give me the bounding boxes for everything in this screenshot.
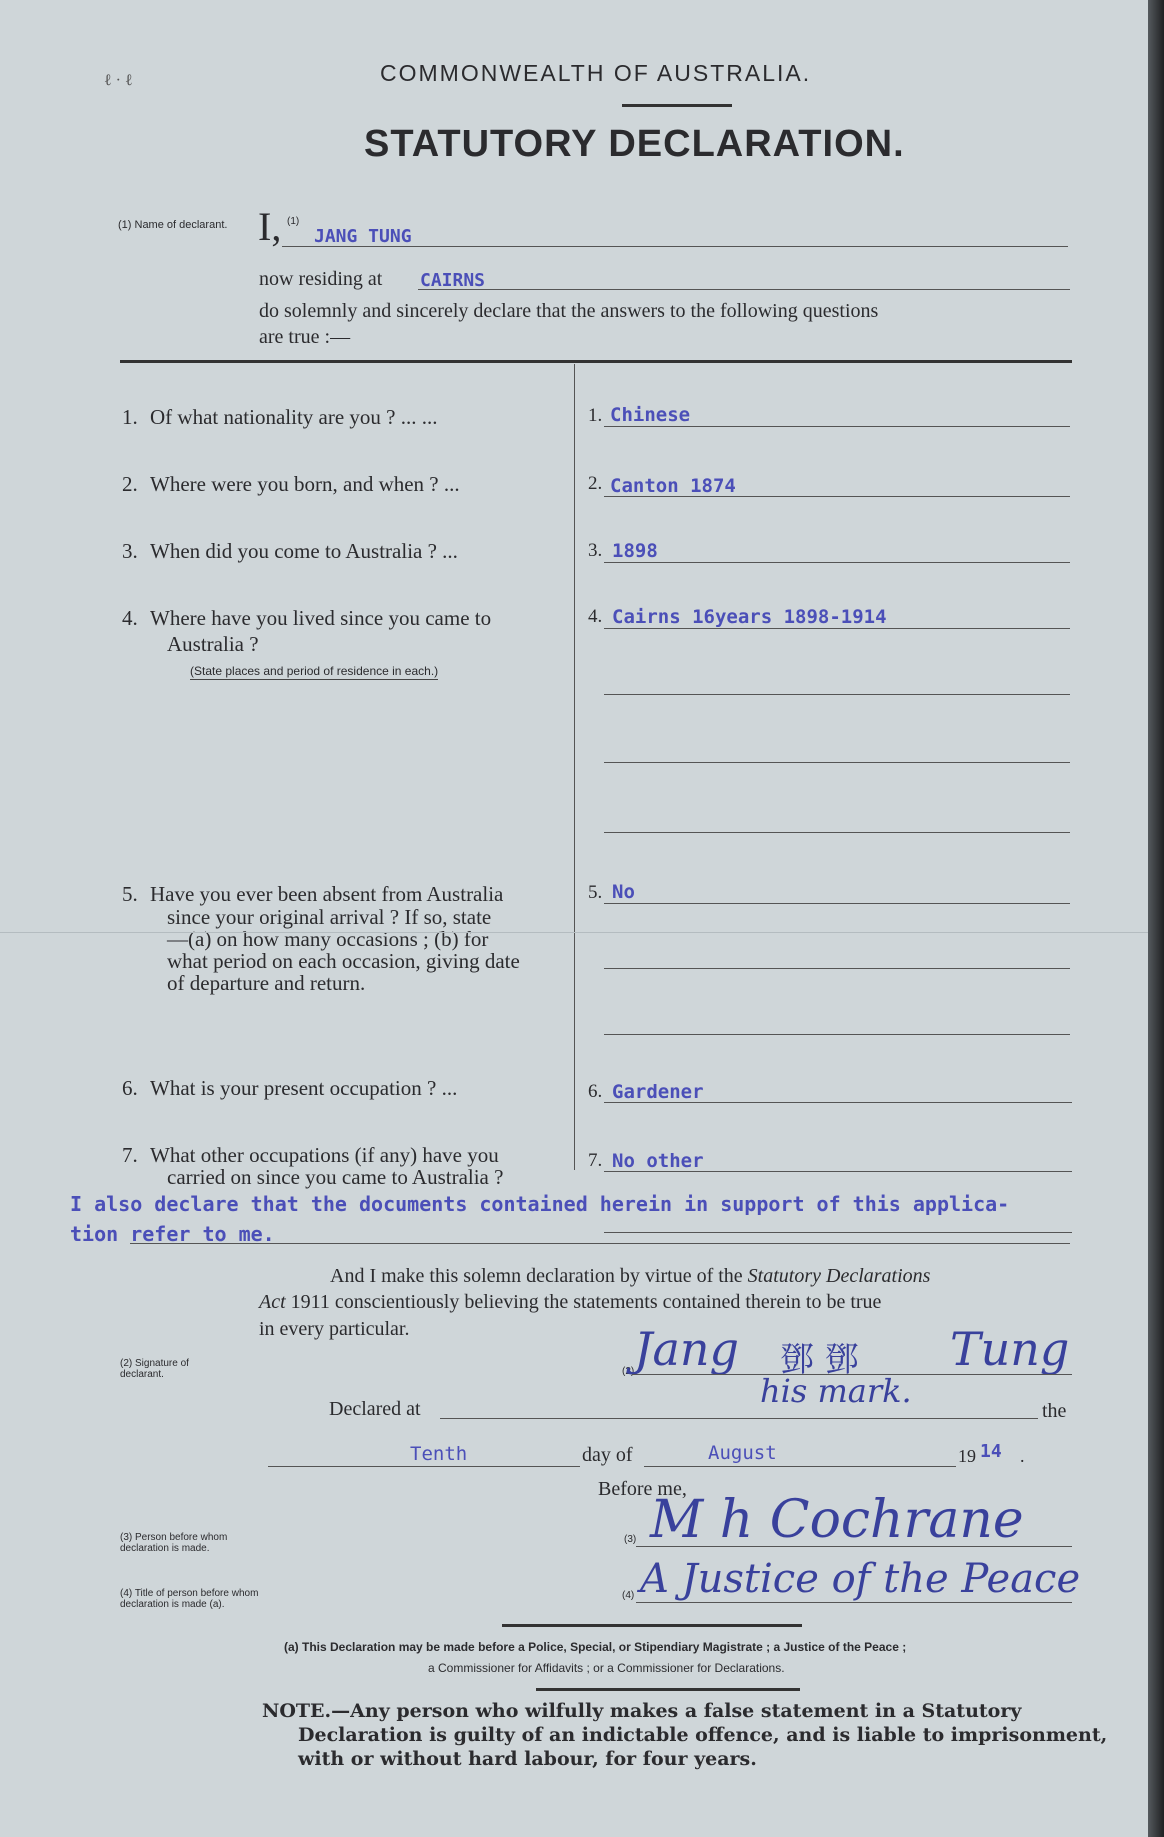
ref-mark-4: (4) — [622, 1590, 635, 1601]
question-6-number: 6. — [122, 1076, 138, 1100]
answer-4-line-3 — [604, 762, 1070, 763]
solemn-line-2-text: 1911 conscientiously believing the statements contained therein to be true — [290, 1291, 882, 1313]
question-2-text: Where were you born, and when ? ... — [150, 472, 460, 496]
ref-mark-2: (2) — [622, 1366, 635, 1377]
name-line — [282, 246, 1068, 247]
typed-addition-line-1: I also declare that the documents contained herein in support of this applica- — [70, 1192, 1010, 1216]
ref-mark-3: (3) — [624, 1534, 637, 1545]
answer-3-number: 3. — [588, 540, 603, 561]
question-5-number: 5. — [122, 882, 138, 906]
answer-4-number: 4. — [588, 606, 603, 627]
question-7-number: 7. — [122, 1143, 138, 1167]
intro-line-2: are true :— — [259, 326, 351, 348]
answer-7-number: 7. — [588, 1150, 603, 1171]
question-5-text-line-5: of departure and return. — [167, 971, 366, 995]
binding-edge — [1148, 0, 1164, 1837]
answer-2-number: 2. — [588, 473, 603, 494]
question-5-text-line-3: —(a) on how many occasions ; (b) for — [167, 927, 489, 951]
footnote-line-1: (a) This Declaration may be made before a Police, Special, or Stipendiary Magistrate ; a Justice of the Peace ; — [284, 1640, 907, 1654]
title-margin-label: (4) Title of person before whom declaration is made (a). — [120, 1588, 259, 1610]
header-rule — [622, 104, 732, 107]
signature-margin-label: (2) Signature of declarant. — [120, 1358, 189, 1380]
month-value: August — [708, 1442, 777, 1464]
ref-mark-1: (1) — [287, 216, 300, 227]
answer-4-line-1 — [604, 628, 1070, 629]
name-margin-label: (1) Name of declarant. — [118, 219, 228, 231]
act-word: Act — [259, 1291, 286, 1313]
note-line-2: Declaration is guilty of an indictable offence, and is liable to imprisonment, — [298, 1724, 1108, 1746]
note-rule — [536, 1688, 800, 1691]
answer-2-line — [604, 496, 1070, 497]
declarant-pronoun: I, — [258, 204, 282, 249]
residence-value: CAIRNS — [420, 270, 486, 291]
year-prefix: 19 — [958, 1446, 976, 1466]
document-title: STATUTORY DECLARATION. — [364, 123, 905, 165]
before-me-label: Before me, — [598, 1478, 687, 1500]
declarant-name-value: JANG TUNG — [314, 226, 412, 247]
question-1-text: Of what nationality are you ? ... ... — [150, 405, 438, 429]
question-4-note: (State places and period of residence in each.) — [190, 664, 439, 678]
year-suffix: 14 — [980, 1441, 1002, 1462]
typed-addition-underline-1 — [604, 1232, 1072, 1233]
residence-line — [418, 289, 1070, 290]
answer-3-value: 1898 — [612, 540, 658, 562]
answer-1-value: Chinese — [610, 404, 691, 426]
answer-2-value: Canton 1874 — [610, 475, 736, 497]
question-3-number: 3. — [122, 539, 138, 563]
country-heading: COMMONWEALTH OF AUSTRALIA. — [380, 60, 812, 86]
answer-6-number: 6. — [588, 1081, 603, 1102]
declared-at-label: Declared at — [329, 1398, 421, 1420]
month-line — [644, 1466, 956, 1467]
justice-signature-line — [636, 1546, 1072, 1547]
question-6-text: What is your present occupation ? ... — [150, 1076, 458, 1100]
answer-4-value: Cairns 16years 1898-1914 — [612, 606, 887, 628]
question-2-number: 2. — [122, 472, 138, 496]
note-line-3: with or without hard labour, for four years. — [298, 1748, 757, 1770]
day-line — [268, 1466, 580, 1467]
declared-at-line — [440, 1418, 1038, 1419]
answer-7-value: No other — [612, 1150, 704, 1172]
question-4-text-line-1: Where have you lived since you came to — [150, 606, 492, 630]
answer-1-number: 1. — [588, 405, 603, 426]
answer-3-line — [604, 562, 1070, 563]
typed-addition-line-2: tion refer to me. — [70, 1222, 275, 1246]
answer-6-line — [604, 1102, 1072, 1103]
solemn-text-line-3: in every particular. — [259, 1318, 410, 1340]
justice-title: A Justice of the Peace — [640, 1556, 1081, 1602]
solemn-line-1-text: And I make this solemn declaration by virtue of the — [330, 1265, 743, 1287]
note-line-1: NOTE.—Any person who wilfully makes a false statement in a Statutory — [262, 1700, 1022, 1722]
question-4-number: 4. — [122, 606, 138, 630]
question-7-text-line-1: What other occupations (if any) have you — [150, 1143, 499, 1167]
signature-surname: Tung — [950, 1322, 1070, 1376]
justice-signature: M h Cochrane — [650, 1490, 1024, 1550]
answer-7-line — [604, 1171, 1072, 1172]
question-4-text-line-2: Australia ? — [167, 632, 259, 656]
answer-5-line-2 — [604, 968, 1070, 969]
question-1-number: 1. — [122, 405, 138, 429]
signature-mark: his mark. — [760, 1372, 912, 1410]
answer-5-number: 5. — [588, 882, 603, 903]
the-label: the — [1042, 1400, 1067, 1422]
question-3-text: When did you come to Australia ? ... — [150, 539, 458, 563]
signature-chinese-chars: 鄧 鄧 — [780, 1340, 859, 1380]
day-of-label: day of — [582, 1444, 633, 1466]
year-end: . — [1020, 1446, 1025, 1466]
typed-addition-underline-2 — [130, 1243, 1070, 1244]
answer-5-line-3 — [604, 1034, 1070, 1035]
person-before-margin-label: (3) Person before whom declaration is made. — [120, 1532, 228, 1554]
answer-5-value: No — [612, 881, 635, 903]
answer-6-value: Gardener — [612, 1081, 704, 1103]
residing-label: now residing at — [259, 268, 383, 290]
question-5-text-line-1: Have you ever been absent from Australia — [150, 882, 504, 906]
fold-crease — [0, 932, 1148, 933]
answer-4-line-4 — [604, 832, 1070, 833]
question-7-text-line-2: carried on since you came to Australia ? — [167, 1165, 504, 1189]
solemn-text-line-1 — [330, 1265, 930, 1288]
column-divider — [574, 364, 575, 1170]
question-5-text-line-4: what period on each occasion, giving date — [167, 949, 520, 973]
footnote-rule — [502, 1624, 802, 1627]
footnote-line-2: a Commissioner for Affidavits ; or a Commissioner for Declarations. — [428, 1661, 785, 1675]
intro-line-1: do solemnly and sincerely declare that the answers to the following questions — [259, 300, 879, 322]
answer-5-line-1 — [604, 903, 1070, 904]
question-5-text-line-2: since your original arrival ? If so, state — [167, 905, 492, 929]
solemn-text-line-2 — [259, 1291, 881, 1314]
answer-4-line-2 — [604, 694, 1070, 695]
act-name: Statutory Declarations — [747, 1265, 931, 1287]
signature-name: Jang — [634, 1322, 739, 1376]
justice-title-line — [636, 1602, 1072, 1603]
section-top-rule — [120, 360, 1072, 363]
day-value: Tenth — [410, 1443, 468, 1465]
answer-1-line — [604, 426, 1070, 427]
page-mark: ℓ · ℓ — [104, 72, 133, 89]
